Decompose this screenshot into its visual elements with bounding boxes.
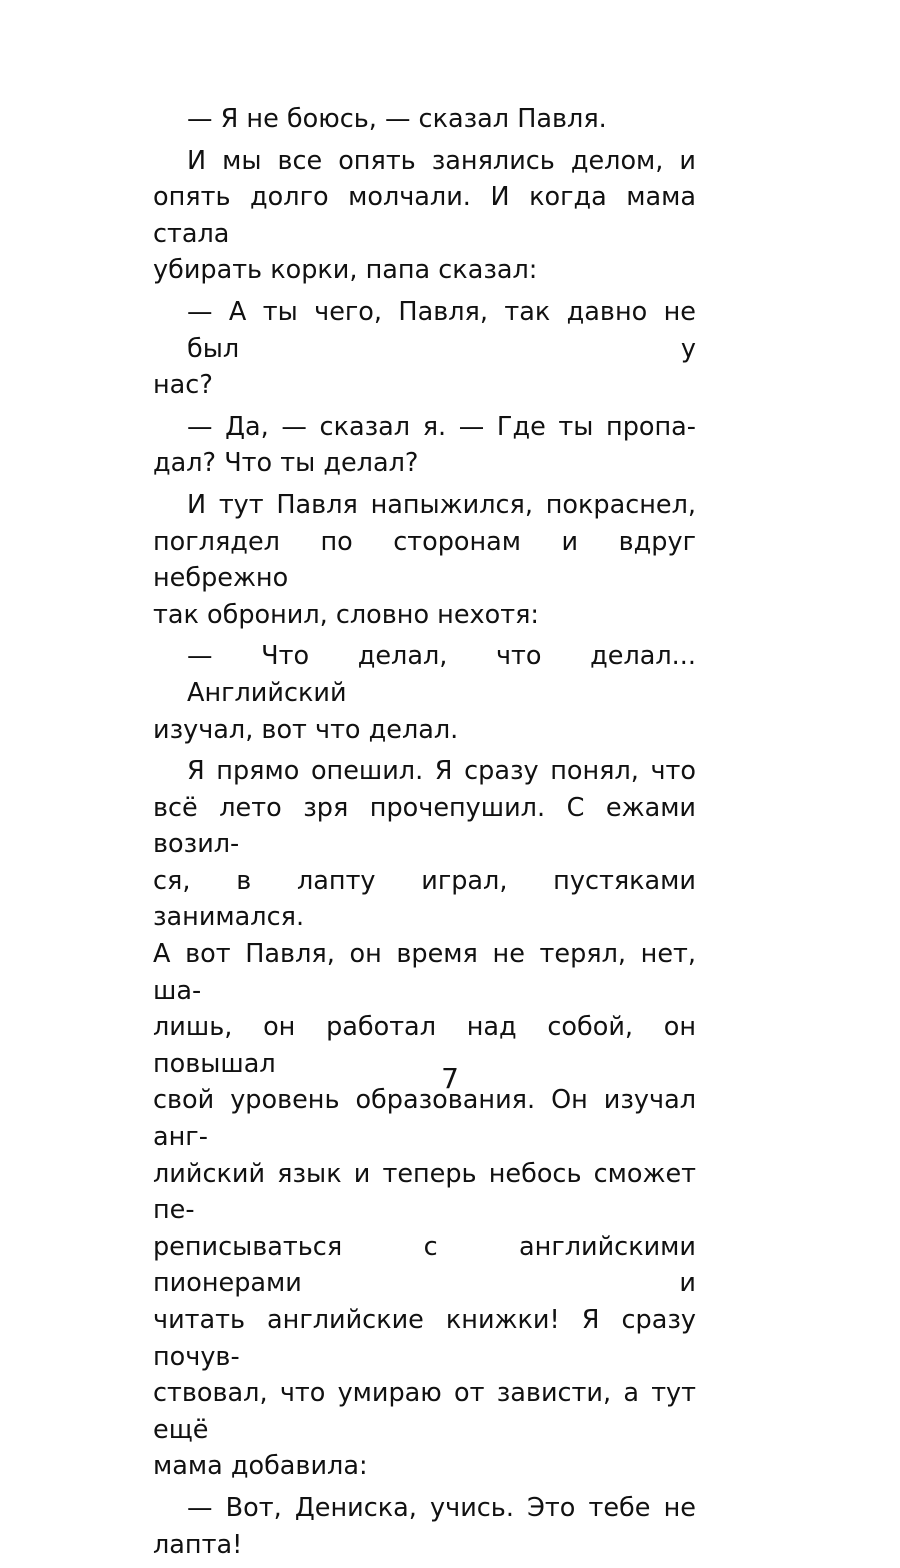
text-line: И тут Павля напыжился, покраснел,: [187, 489, 696, 520]
text-line: поглядел по сторонам и вдруг небрежно: [153, 526, 696, 594]
page-body: [153, 101, 696, 1568]
text-line: опять долго молчали. И когда мама стала: [153, 182, 696, 249]
text-line: нас?: [153, 370, 213, 401]
page-number: 7: [441, 1062, 459, 1095]
text-line: лийский язык и теперь небось сможет пе-: [153, 1158, 696, 1226]
text-line: всё лето зря прочепушил. С ежами возил-: [153, 792, 696, 860]
text-line: лишь, он работал над собой, он повышал: [153, 1012, 696, 1079]
paragraph-3: [153, 294, 696, 404]
text-line: лапта!: [153, 1529, 243, 1560]
text-line: мама добавила:: [153, 1451, 368, 1482]
text-line: дал? Что ты делал?: [153, 448, 419, 479]
text-line: свой уровень образования. Он изучал анг-: [153, 1085, 696, 1153]
text-line: — Вот, Дениска, учись. Это тебе не: [187, 1492, 696, 1523]
paragraph-1: [153, 101, 696, 138]
paragraph-5: [153, 487, 696, 633]
text-line: убирать корки, папа сказал:: [153, 255, 538, 286]
text-line: изучал, вот что делал.: [153, 714, 459, 745]
text-line: реписываться с английскими пионерами и: [153, 1231, 696, 1299]
paragraph-4: [153, 409, 696, 482]
text-line: А вот Павля, он время не терял, нет, ша-: [153, 939, 696, 1006]
text-line: так обронил, словно нехотя:: [153, 599, 540, 630]
text-line: — Я не боюсь, — сказал Павля.: [187, 104, 607, 134]
paragraph-8: [153, 1490, 696, 1563]
text-line: — Да, — сказал я. — Где ты пропа-: [187, 411, 696, 442]
text-line: ся, в лапту играл, пустяками занимался.: [153, 865, 696, 933]
paragraph-6: [153, 638, 696, 748]
paragraph-7: [153, 753, 696, 1485]
text-line: ствовал, что умираю от зависти, а тут ещё: [153, 1378, 696, 1445]
text-line: — Что делал, что делал... Английский: [187, 641, 696, 708]
text-line: Я прямо опешил. Я сразу понял, что: [187, 756, 696, 787]
text-line: И мы все опять занялись делом, и: [187, 145, 696, 176]
paragraph-2: [153, 143, 696, 289]
text-line: — А ты чего, Павля, так давно не был у: [187, 296, 696, 364]
text-line: читать английские книжки! Я сразу почув-: [153, 1305, 696, 1372]
